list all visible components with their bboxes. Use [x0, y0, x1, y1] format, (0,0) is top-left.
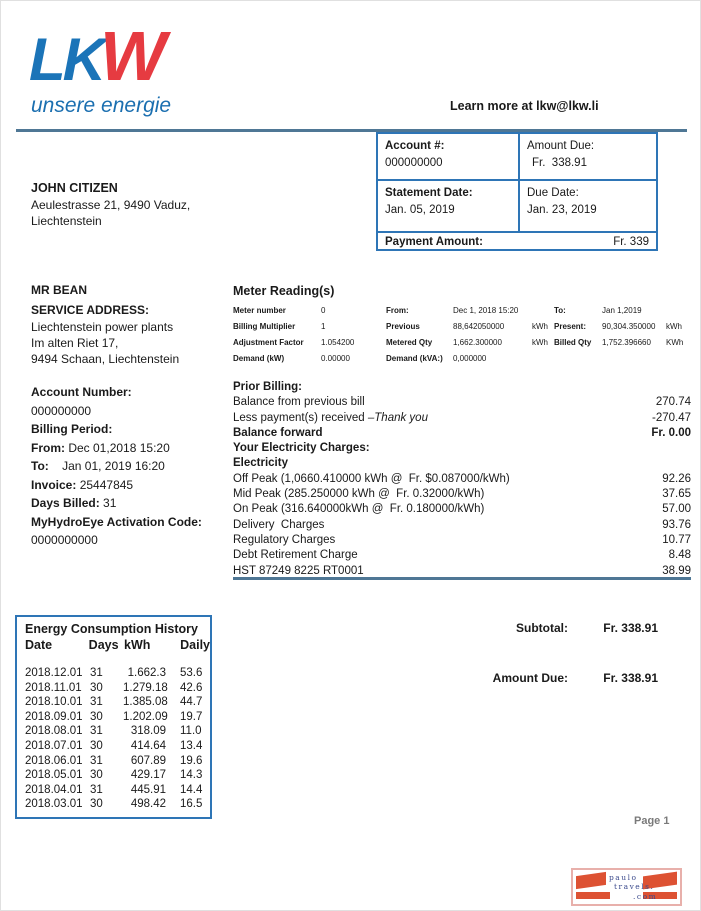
history-days: 31: [90, 754, 103, 767]
account-info-value: Jan 01, 2019 16:20: [48, 459, 165, 473]
meter-row: [233, 354, 695, 370]
history-date: 2018.07.01: [25, 739, 83, 752]
charge-row: [233, 411, 691, 426]
meter-value: 1,662.300000: [453, 338, 502, 347]
payment-amount-value: Fr. 339: [613, 236, 649, 248]
meter-value: 0.00000: [321, 354, 350, 363]
meter-unit: kWh: [532, 322, 548, 331]
history-kwh: 607.89: [130, 754, 166, 767]
service-customer-name: MR BEAN: [31, 283, 87, 297]
history-days: 30: [90, 710, 103, 723]
history-daily: 14.4: [180, 783, 203, 796]
meter-unit: KWh: [666, 338, 684, 347]
charge-description-italic: –Thank you: [367, 411, 428, 424]
charge-amount: Fr. 0.00: [651, 426, 691, 439]
energy-history-title: Energy Consumption History: [25, 622, 198, 636]
meter-value: 90,304.350000: [602, 322, 656, 331]
account-info-label: To:: [31, 459, 49, 473]
history-date: 2018.06.01: [25, 754, 83, 767]
history-kwh: 1.279.18: [123, 681, 168, 694]
payment-amount-label: Payment Amount:: [385, 236, 483, 248]
meter-label: Demand (kVA:): [386, 354, 443, 363]
account-info-line: [31, 457, 202, 476]
account-info-label: MyHydroEye Activation Code:: [31, 514, 202, 529]
history-date: 2018.04.01: [25, 783, 83, 796]
payment-amount-row: [378, 233, 656, 252]
meter-value: [602, 354, 666, 370]
meter-value: 1: [321, 322, 326, 331]
recipient-address-line2: Liechtenstein: [31, 214, 102, 228]
charge-description: Electricity: [233, 457, 288, 470]
history-daily: 19.6: [180, 754, 203, 767]
energy-history-box: [15, 615, 212, 819]
charges-section: [233, 380, 691, 579]
account-info-line: [31, 513, 202, 532]
meter-value: Jan 1,2019: [602, 306, 642, 315]
history-kwh: 414.64: [130, 739, 166, 752]
meter-value: 88,642050000: [453, 322, 505, 331]
history-row: [25, 666, 210, 681]
statement-date-cell: [378, 181, 518, 223]
stamp-shape-left-bottom: [576, 892, 610, 899]
meter-unit: kWh: [532, 338, 548, 347]
meter-value: Dec 1, 2018 15:20: [453, 306, 519, 315]
history-row: [25, 797, 210, 812]
meter-unit: [532, 354, 554, 370]
history-daily: 16.5: [180, 798, 203, 811]
meter-row: [233, 322, 695, 338]
history-days: 31: [90, 783, 103, 796]
history-days: 30: [90, 769, 103, 782]
account-info-label: Account Number:: [31, 385, 132, 399]
account-number-label: Account #:: [385, 140, 445, 152]
meter-label: Demand (kW): [233, 354, 285, 363]
lkw-logo: [29, 17, 164, 95]
stamp-text-line1: paulo: [609, 873, 638, 882]
charge-row: [233, 487, 691, 502]
subtotal-label: Subtotal:: [516, 621, 568, 635]
history-daily: 53.6: [180, 667, 203, 679]
meter-label: Billing Multiplier: [233, 322, 296, 331]
history-daily: 14.3: [180, 769, 203, 782]
brand-tagline: unsere energie: [31, 94, 172, 117]
charge-description: Off Peak (1,0660.410000 kWh @ Fr. $0.087000/kWh): [233, 472, 510, 485]
charge-description: Your Electricity Charges:: [233, 442, 370, 455]
history-date: 2018.11.01: [25, 681, 82, 694]
history-row: [25, 739, 210, 754]
history-kwh: 429.17: [130, 769, 166, 782]
meter-unit: kWh: [666, 322, 682, 331]
charge-amount: -270.47: [651, 411, 691, 424]
charge-amount: 10.77: [662, 533, 691, 546]
account-info-block: [31, 383, 202, 550]
history-row: [25, 768, 210, 783]
charge-amount: 93.76: [662, 518, 691, 531]
due-date-value: Jan. 23, 2019: [527, 204, 597, 216]
history-row: [25, 783, 210, 798]
meter-value: 0,000000: [453, 354, 487, 363]
meter-row: [233, 338, 695, 354]
history-days: 30: [90, 739, 103, 752]
amount-due-value: Fr. 338.91: [532, 157, 587, 169]
account-info-label: From:: [31, 440, 65, 455]
history-date: 2018.05.01: [25, 769, 83, 782]
account-number-cell: [378, 134, 518, 176]
charge-row: [233, 533, 691, 548]
history-row: [25, 754, 210, 769]
history-row: [25, 710, 210, 725]
meter-unit: [532, 306, 554, 322]
due-date-label: Due Date:: [527, 187, 579, 199]
amount-due-total-label: Amount Due:: [492, 671, 568, 685]
charge-amount: 37.65: [662, 488, 691, 501]
history-daily: 11.0: [180, 725, 202, 738]
amount-due-total-value: Fr. 338.91: [603, 671, 658, 685]
meter-value: 1,752.396660: [602, 338, 651, 347]
charge-row: [233, 472, 691, 487]
service-address-line3: 9494 Schaan, Liechtenstein: [31, 352, 180, 366]
charge-description: Debt Retirement Charge: [233, 549, 358, 562]
account-info-line: [31, 494, 202, 513]
recipient-address-line1: Aeulestrasse 21, 9490 Vaduz,: [31, 197, 191, 212]
history-header-daily: Daily: [180, 638, 211, 652]
account-info-label: Invoice:: [31, 477, 77, 492]
amount-due-label: Amount Due:: [527, 140, 595, 152]
charge-description: Regulatory Charges: [233, 533, 336, 546]
history-row: [25, 695, 210, 710]
service-address-block: [31, 282, 179, 367]
history-date: 2018.09.01: [25, 710, 83, 723]
charge-amount: 8.48: [668, 549, 691, 562]
history-days: 31: [90, 725, 103, 738]
statement-date-label: Statement Date:: [385, 187, 473, 199]
meter-label: Meter number: [233, 306, 286, 315]
charge-row: [233, 548, 691, 563]
history-date: 2018.12.01: [25, 667, 83, 679]
charge-row: [233, 518, 691, 533]
history-days: 31: [90, 667, 103, 679]
stamp-text-line3: .com: [633, 892, 658, 901]
history-daily: 13.4: [180, 739, 203, 752]
subtotal-value: Fr. 338.91: [603, 621, 658, 635]
account-info-value: 0000000000: [31, 533, 98, 547]
history-row: [25, 681, 210, 696]
account-info-line: [31, 531, 202, 550]
logo-lk-text: LK: [29, 26, 103, 93]
stamp-text-line2: travels.: [614, 882, 655, 891]
account-info-label: Billing Period:: [31, 422, 113, 436]
charge-description: Balance forward: [233, 426, 323, 439]
account-number-value: 000000000: [385, 157, 443, 169]
due-date-cell: [520, 181, 658, 223]
charge-amount: 92.26: [662, 472, 691, 485]
charge-description: Delivery Charges: [233, 518, 325, 531]
history-days: 30: [90, 798, 103, 811]
charge-row: [233, 395, 691, 410]
recipient-name: JOHN CITIZEN: [31, 181, 118, 195]
history-daily: 44.7: [180, 696, 203, 709]
account-summary-box: [376, 132, 658, 251]
history-header-days: Days: [88, 638, 119, 652]
meter-readings-section: [233, 284, 695, 370]
account-info-value: 31: [99, 496, 117, 510]
charge-description: Balance from previous bill: [233, 396, 365, 409]
paulo-travels-stamp: [571, 868, 682, 906]
account-info-line: [31, 476, 202, 495]
history-kwh: 1.385.08: [123, 696, 168, 709]
account-info-value: 000000000: [31, 403, 92, 418]
charge-row: [233, 441, 691, 456]
meter-label: Billed Qty: [554, 338, 592, 347]
meter-label: From:: [386, 306, 409, 315]
charge-description: HST 87249 8225 RT0001: [233, 564, 364, 577]
page-number: Page 1: [634, 815, 670, 827]
history-daily: 19.7: [180, 710, 203, 723]
history-days: 31: [90, 696, 103, 709]
charge-description: On Peak (316.640000kWh @ Fr. 0.180000/kWh): [233, 503, 485, 516]
amount-due-cell: [520, 134, 658, 176]
account-info-value: 25447845: [76, 477, 134, 492]
meter-value: 0: [321, 306, 326, 315]
history-kwh: 318.09: [130, 725, 166, 738]
logo-w-text: W: [99, 17, 164, 95]
service-address-line1: Liechtenstein power plants: [31, 320, 174, 334]
energy-history-rows: [25, 666, 210, 812]
account-info-line: [31, 420, 202, 439]
charges-divider: [233, 577, 691, 580]
meter-row: [233, 306, 695, 322]
stamp-shape-left-top: [576, 872, 606, 889]
meter-label: Adjustment Factor: [233, 338, 304, 347]
history-daily: 42.6: [180, 681, 203, 694]
charge-amount: 57.00: [662, 503, 691, 516]
history-row: [25, 724, 210, 739]
meter-label: To:: [554, 306, 566, 315]
history-header-kwh: kWh: [124, 638, 151, 652]
charge-description: [233, 411, 428, 426]
history-kwh: 498.42: [130, 798, 166, 811]
meter-label: Previous: [386, 322, 420, 331]
charge-description-text: Less payment(s) received: [233, 411, 368, 424]
charge-description: Mid Peak (285.250000 kWh @ Fr. 0.32000/kWh): [233, 488, 485, 501]
meter-unit: [666, 306, 695, 322]
account-info-value: Dec 01,2018 15:20: [65, 440, 170, 455]
service-address-label: SERVICE ADDRESS:: [31, 303, 150, 317]
service-address-line2: Im alten Riet 17,: [31, 336, 119, 350]
learn-more-text: Learn more at lkw@lkw.li: [450, 99, 599, 113]
meter-label: [554, 354, 602, 370]
charge-row: [233, 456, 691, 471]
account-info-line: [31, 383, 202, 402]
history-header-date: Date: [25, 638, 53, 652]
charge-row: [233, 426, 691, 441]
meter-label: Present:: [554, 322, 587, 331]
history-date: 2018.03.01: [25, 798, 83, 811]
history-date: 2018.10.01: [25, 696, 83, 709]
charge-row: [233, 502, 691, 517]
meter-readings-title: Meter Reading(s): [233, 284, 335, 298]
meter-label: Metered Qty: [386, 338, 433, 347]
account-info-line: [31, 402, 202, 421]
history-kwh: 445.91: [130, 783, 166, 796]
history-kwh: 1.202.09: [123, 710, 168, 723]
recipient-address-block: [31, 180, 190, 230]
history-kwh: 1.662.3: [127, 667, 166, 679]
account-info-line: [31, 439, 202, 458]
statement-date-value: Jan. 05, 2019: [385, 204, 455, 216]
history-date: 2018.08.01: [25, 725, 83, 738]
charge-amount: 270.74: [655, 396, 691, 409]
prior-billing-title: Prior Billing:: [233, 381, 302, 393]
meter-unit: [666, 354, 695, 370]
meter-value: 1.054200: [321, 338, 355, 347]
account-info-label: Days Billed:: [31, 496, 100, 510]
history-days: 30: [90, 681, 103, 694]
energy-history-header-row: [25, 638, 210, 652]
charge-amount: 38.99: [662, 564, 691, 577]
